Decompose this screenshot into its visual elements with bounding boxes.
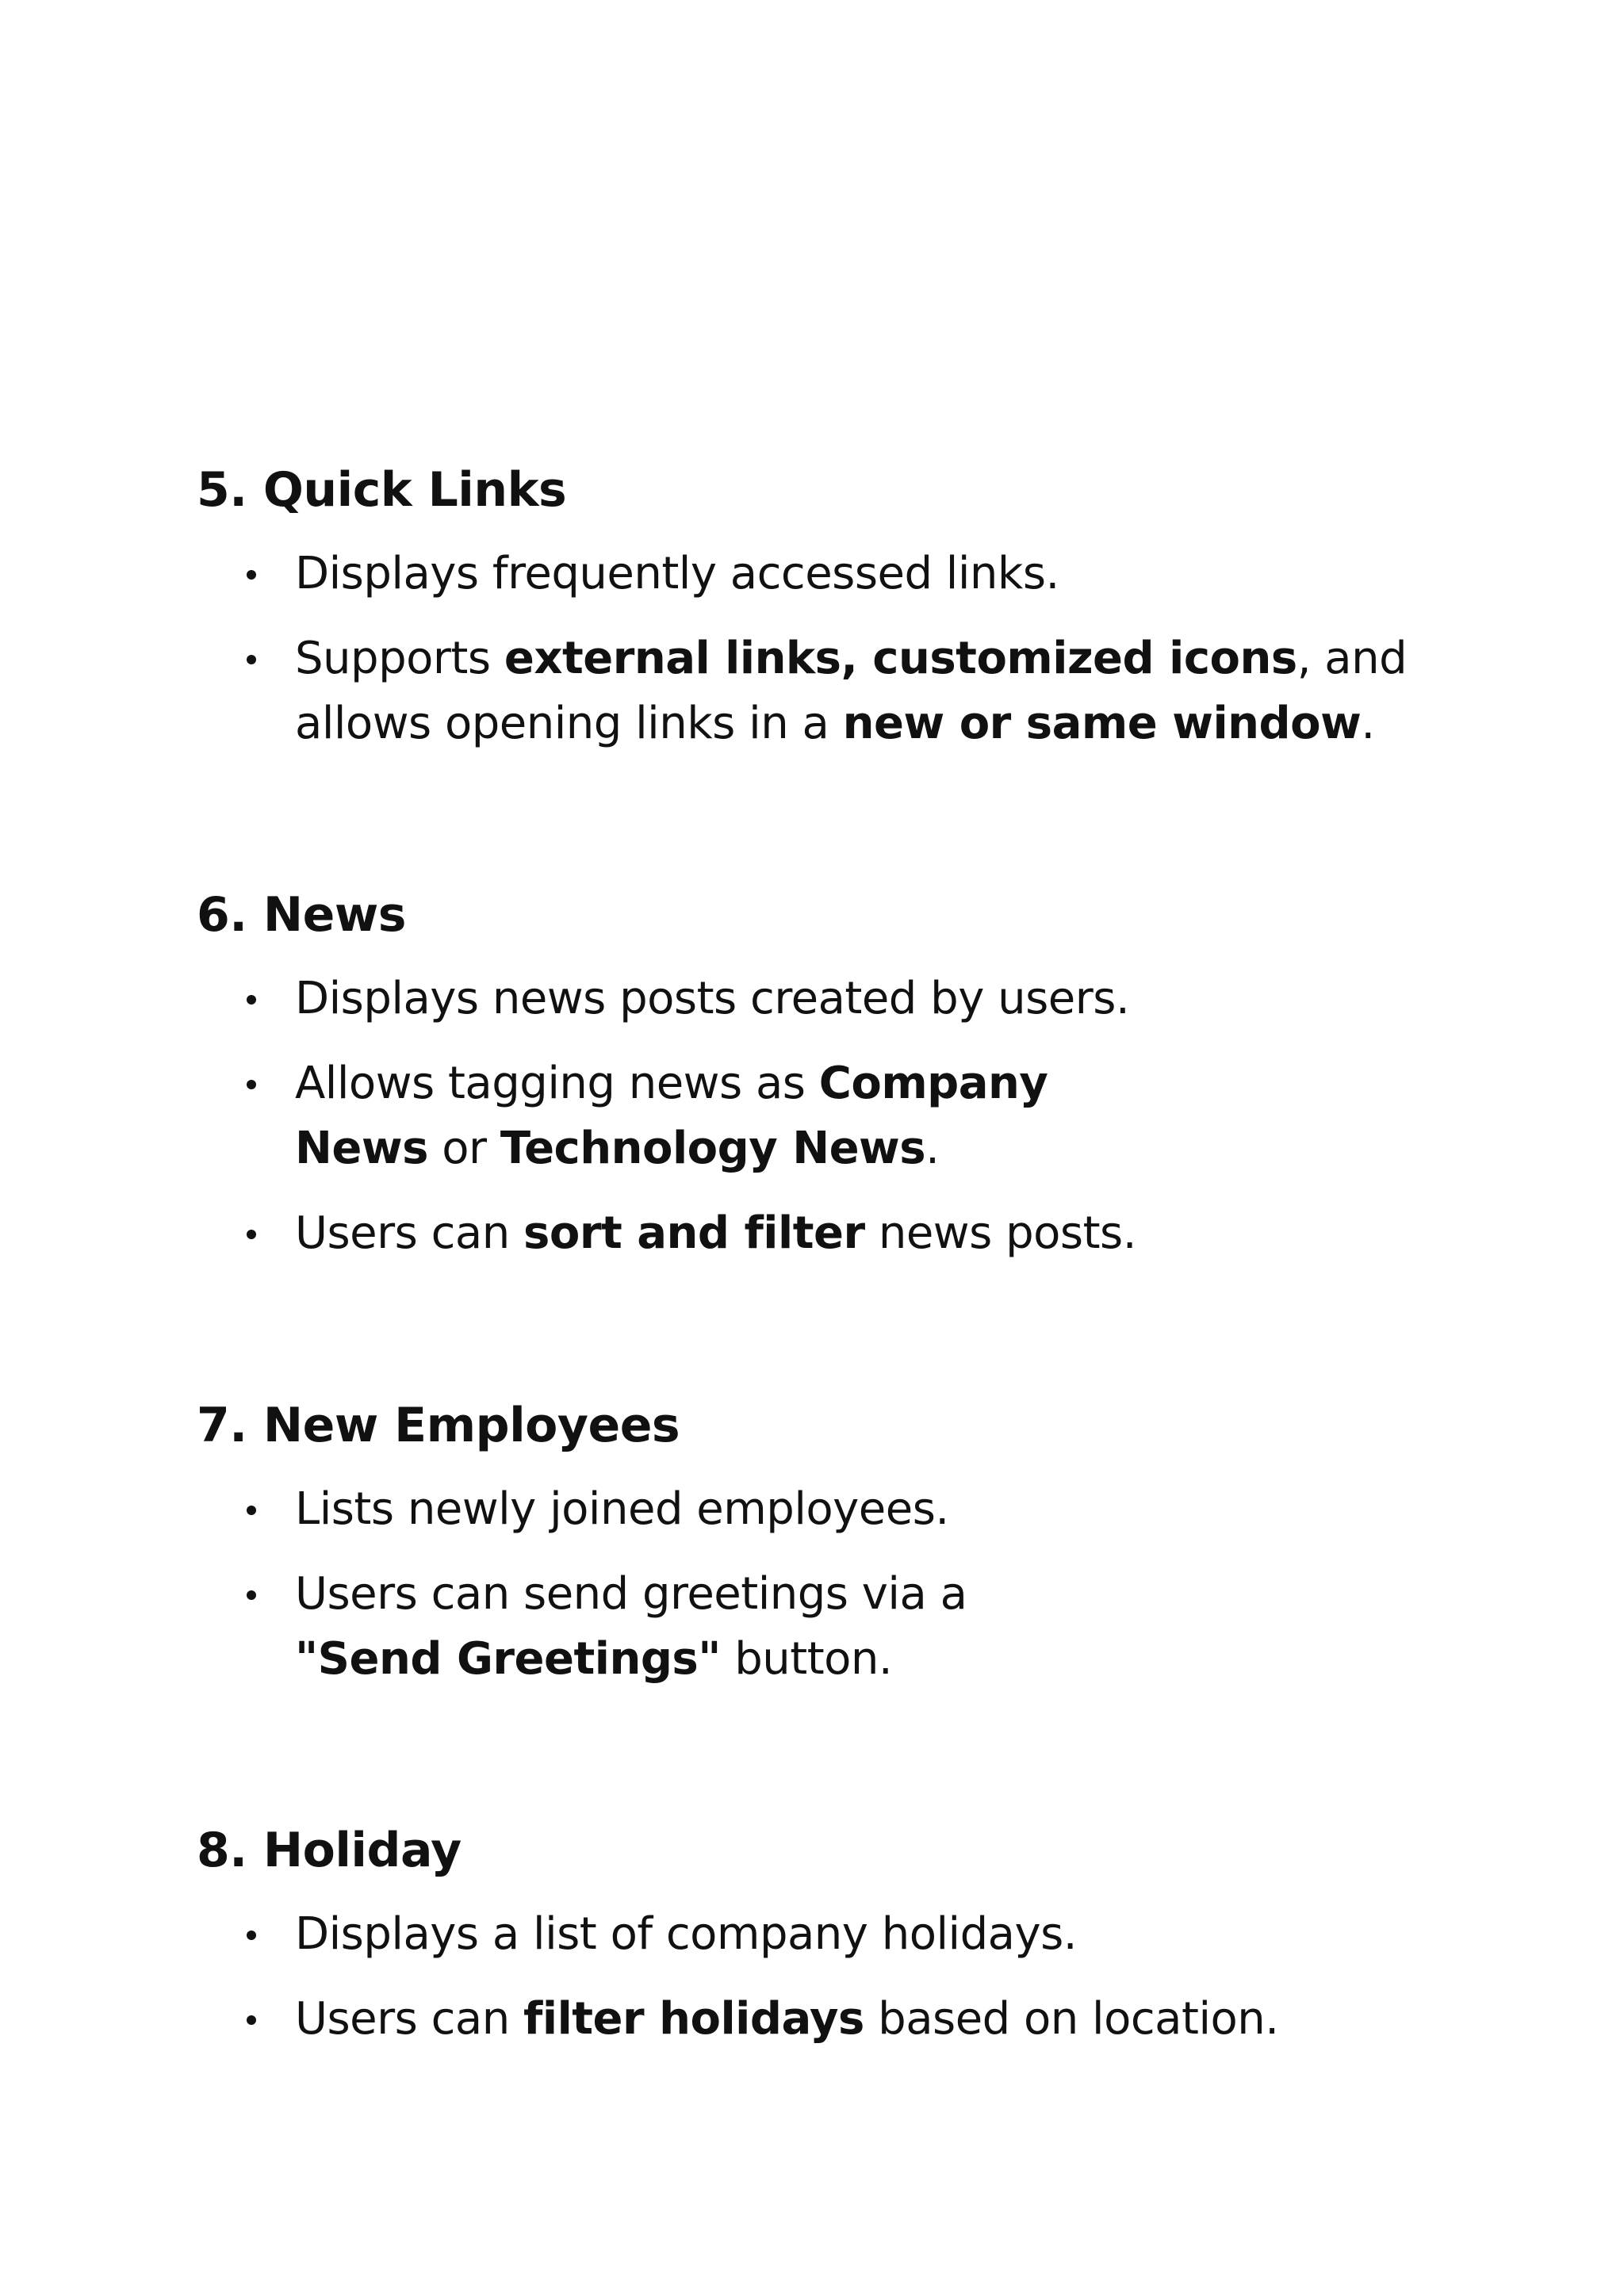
- list-item-text: Displays frequently accessed links.: [295, 548, 1059, 599]
- bullet-icon: [247, 1080, 256, 1089]
- text-run: or: [427, 1123, 500, 1174]
- list-item-text: Displays a list of company holidays.: [295, 1908, 1078, 1960]
- list-item-text: [295, 1051, 1088, 1181]
- list-item: [197, 1201, 1402, 1266]
- bold-text: Company News: [295, 1058, 1048, 1174]
- bold-text: Technology News: [500, 1123, 926, 1174]
- list-item: [197, 1051, 1402, 1181]
- section-title: 6. News: [197, 887, 406, 943]
- bold-text: sort and filter: [523, 1207, 865, 1259]
- bold-text: "Send Greetings": [295, 1633, 721, 1685]
- section-new-employees: [197, 1394, 1402, 1692]
- bold-text: filter holidays: [523, 1993, 864, 2045]
- list-item: [197, 1987, 1402, 2052]
- text-run: Allows tagging news as: [295, 1058, 819, 1109]
- text-run: Users can: [295, 1993, 524, 2045]
- list-item: [197, 541, 1402, 607]
- section-title: 5. Quick Links: [197, 462, 567, 518]
- bullet-icon: [247, 1506, 256, 1515]
- list-item-text: [295, 1201, 1402, 1266]
- text-run: .: [1361, 698, 1375, 749]
- list-item: [197, 626, 1408, 756]
- section-title: 8. Holiday: [197, 1823, 462, 1878]
- bullet-list: [197, 541, 1408, 756]
- text-run: Supports: [295, 633, 504, 684]
- text-run: , and allows opening links in a: [295, 633, 1408, 749]
- list-item: [197, 1562, 1402, 1692]
- section-title: 7. New Employees: [197, 1398, 680, 1453]
- list-item: [197, 966, 1402, 1031]
- bullet-list: [197, 1902, 1402, 2052]
- text-run: based on location.: [864, 1993, 1279, 2045]
- bullet-icon: [247, 570, 256, 580]
- text-run: Users can: [295, 1207, 524, 1259]
- list-item-text: Lists newly joined employees.: [295, 1483, 949, 1535]
- list-item: [197, 1477, 1402, 1542]
- bullet-icon: [247, 1931, 256, 1940]
- bold-text: new or same window: [842, 698, 1362, 749]
- section-quick-links: [197, 458, 1408, 756]
- bullet-icon: [247, 655, 256, 664]
- section-holiday: [197, 1819, 1402, 2052]
- section-news: [197, 883, 1402, 1266]
- text-run: Users can send greetings via a: [295, 1568, 967, 1620]
- bullet-list: [197, 966, 1402, 1266]
- list-item-text: [295, 1987, 1402, 2052]
- bullet-icon: [247, 995, 256, 1004]
- bold-text: external links, customized icons: [504, 633, 1297, 684]
- text-run: .: [925, 1123, 940, 1174]
- bullet-list: [197, 1477, 1402, 1692]
- bullet-icon: [247, 2015, 256, 2025]
- bullet-icon: [247, 1230, 256, 1239]
- text-run: button.: [720, 1633, 893, 1685]
- list-item-text: [295, 626, 1500, 756]
- text-run: news posts.: [864, 1207, 1137, 1259]
- list-item-text: Displays news posts created by users.: [295, 973, 1130, 1024]
- list-item-text: [295, 1562, 1120, 1692]
- bullet-icon: [247, 1590, 256, 1600]
- list-item: [197, 1902, 1402, 1967]
